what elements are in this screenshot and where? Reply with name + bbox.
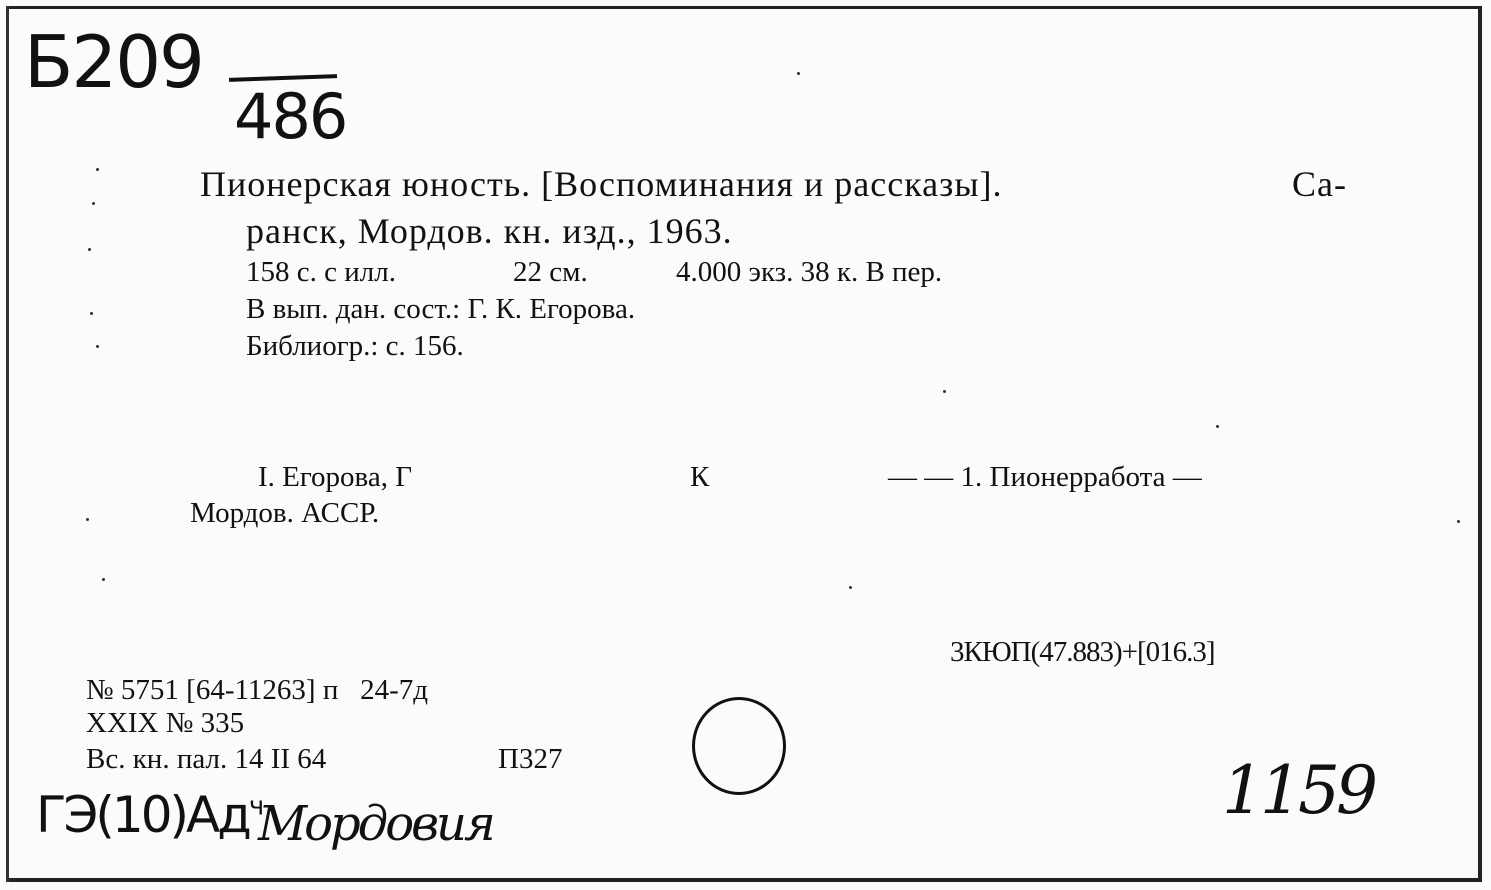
compiler-line: В вып. дан. сост.: Г. К. Егорова.: [246, 293, 636, 325]
scan-speck: [96, 345, 99, 348]
mark-k: К: [690, 461, 710, 493]
handwritten-shelf-code: [36, 786, 261, 844]
handwritten-region-word: Мордовия: [258, 796, 493, 852]
scan-speck: [849, 586, 852, 589]
title-line: [200, 163, 1003, 205]
scan-speck: [102, 578, 105, 581]
card-border-right: [1478, 6, 1482, 882]
handwritten-number: 1159: [1222, 752, 1374, 829]
scan-speck: [88, 248, 91, 251]
scan-speck: [86, 518, 89, 521]
physical-copies-price: 4.000 экз. 38 к. В пер.: [676, 256, 943, 288]
scan-speck: [797, 72, 800, 75]
imprint-line: ранск, Мордов. кн. изд., 1963.: [246, 211, 733, 251]
author-heading: I. Егорова, Г: [258, 461, 412, 493]
subject-heading: — — 1. Пионерработа —: [888, 461, 1202, 493]
registry-line-2: XXIX № 335: [86, 707, 245, 739]
call-number-bottom: 486: [234, 80, 347, 153]
card-border-top: [8, 6, 1480, 9]
handwritten-code-sup: ч: [248, 791, 262, 822]
physical-size: 22 см.: [513, 256, 588, 288]
physical-pages: 158 с. с илл.: [246, 256, 396, 288]
scan-speck: [1457, 520, 1460, 523]
card-border-bottom: [8, 878, 1480, 882]
classification-index: 3КЮП(47.883)+[016.3]: [950, 636, 1215, 668]
stamp-circle: [692, 697, 786, 795]
subject-heading-cont: Мордов. АССР.: [190, 497, 380, 529]
bibliography-line: Библиогр.: с. 156.: [246, 330, 464, 362]
card-border-left: [6, 6, 9, 882]
registry-line-1: № 5751 [64-11263] п 24-7д: [86, 674, 428, 706]
registry-line-3: Вс. кн. пал. 14 II 64: [86, 743, 327, 775]
scan-speck: [92, 202, 95, 205]
scan-speck: [90, 312, 93, 315]
registry-code: П327: [498, 743, 563, 775]
handwritten-code: ГЭ(10)Ад: [36, 786, 249, 844]
scan-speck: [96, 168, 99, 171]
title-line-city-start: Са-: [1292, 164, 1347, 204]
call-number-top: Б209: [24, 20, 203, 104]
book-title: Пионерская юность. [Воспоминания и рассказы].: [200, 164, 1003, 204]
scan-speck: [943, 390, 946, 393]
scan-speck: [1216, 425, 1219, 428]
